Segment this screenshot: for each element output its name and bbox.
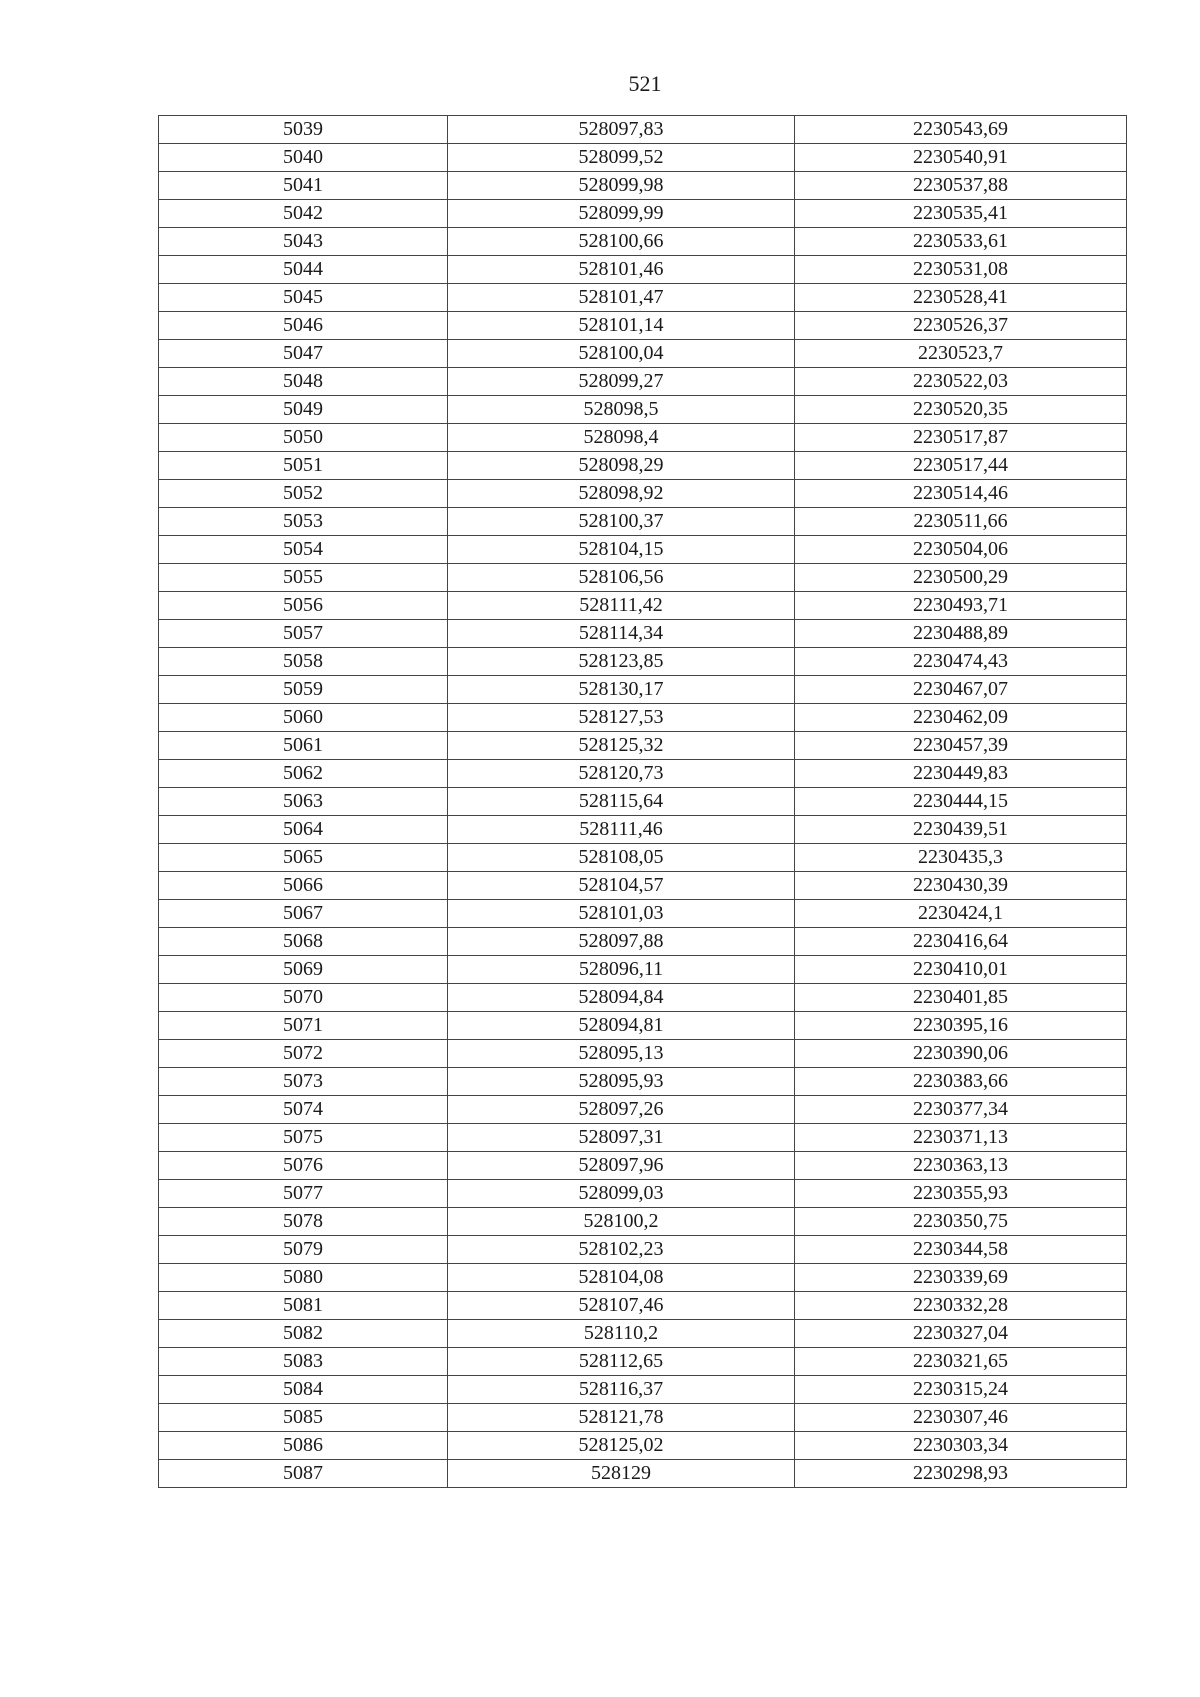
x-coordinate-cell: 528097,83 — [448, 116, 795, 144]
point-number-cell: 5070 — [159, 984, 448, 1012]
y-coordinate-cell: 2230540,91 — [795, 144, 1127, 172]
y-coordinate-cell: 2230537,88 — [795, 172, 1127, 200]
y-coordinate-cell: 2230493,71 — [795, 592, 1127, 620]
y-coordinate-cell: 2230504,06 — [795, 536, 1127, 564]
table-row — [159, 1012, 1127, 1040]
table-row — [159, 256, 1127, 284]
point-number-cell: 5061 — [159, 732, 448, 760]
x-coordinate-cell: 528097,31 — [448, 1124, 795, 1152]
x-coordinate-cell: 528100,2 — [448, 1208, 795, 1236]
y-coordinate-cell: 2230449,83 — [795, 760, 1127, 788]
point-number-cell: 5056 — [159, 592, 448, 620]
y-coordinate-cell: 2230462,09 — [795, 704, 1127, 732]
x-coordinate-cell: 528104,08 — [448, 1264, 795, 1292]
y-coordinate-cell: 2230344,58 — [795, 1236, 1127, 1264]
table-row — [159, 200, 1127, 228]
table-row — [159, 396, 1127, 424]
point-number-cell: 5057 — [159, 620, 448, 648]
x-coordinate-cell: 528101,03 — [448, 900, 795, 928]
point-number-cell: 5039 — [159, 116, 448, 144]
table-row — [159, 844, 1127, 872]
x-coordinate-cell: 528123,85 — [448, 648, 795, 676]
table-row — [159, 536, 1127, 564]
point-number-cell: 5076 — [159, 1152, 448, 1180]
y-coordinate-cell: 2230535,41 — [795, 200, 1127, 228]
point-number-cell: 5040 — [159, 144, 448, 172]
point-number-cell: 5043 — [159, 228, 448, 256]
point-number-cell: 5058 — [159, 648, 448, 676]
y-coordinate-cell: 2230457,39 — [795, 732, 1127, 760]
point-number-cell: 5055 — [159, 564, 448, 592]
y-coordinate-cell: 2230520,35 — [795, 396, 1127, 424]
x-coordinate-cell: 528095,93 — [448, 1068, 795, 1096]
y-coordinate-cell: 2230467,07 — [795, 676, 1127, 704]
table-row — [159, 116, 1127, 144]
table-row — [159, 676, 1127, 704]
table-row — [159, 732, 1127, 760]
x-coordinate-cell: 528100,66 — [448, 228, 795, 256]
y-coordinate-cell: 2230321,65 — [795, 1348, 1127, 1376]
x-coordinate-cell: 528094,81 — [448, 1012, 795, 1040]
x-coordinate-cell: 528096,11 — [448, 956, 795, 984]
table-row — [159, 984, 1127, 1012]
table-row — [159, 900, 1127, 928]
table-row — [159, 1180, 1127, 1208]
table-row — [159, 928, 1127, 956]
x-coordinate-cell: 528101,46 — [448, 256, 795, 284]
y-coordinate-cell: 2230522,03 — [795, 368, 1127, 396]
x-coordinate-cell: 528101,47 — [448, 284, 795, 312]
x-coordinate-cell: 528106,56 — [448, 564, 795, 592]
x-coordinate-cell: 528101,14 — [448, 312, 795, 340]
y-coordinate-cell: 2230350,75 — [795, 1208, 1127, 1236]
x-coordinate-cell: 528102,23 — [448, 1236, 795, 1264]
x-coordinate-cell: 528100,04 — [448, 340, 795, 368]
point-number-cell: 5079 — [159, 1236, 448, 1264]
y-coordinate-cell: 2230488,89 — [795, 620, 1127, 648]
x-coordinate-cell: 528108,05 — [448, 844, 795, 872]
page-number: 521 — [628, 71, 662, 96]
point-number-cell: 5065 — [159, 844, 448, 872]
point-number-cell: 5041 — [159, 172, 448, 200]
point-number-cell: 5059 — [159, 676, 448, 704]
point-number-cell: 5073 — [159, 1068, 448, 1096]
table-row — [159, 872, 1127, 900]
y-coordinate-cell: 2230514,46 — [795, 480, 1127, 508]
y-coordinate-cell: 2230533,61 — [795, 228, 1127, 256]
x-coordinate-cell: 528099,03 — [448, 1180, 795, 1208]
table-row — [159, 1292, 1127, 1320]
x-coordinate-cell: 528098,5 — [448, 396, 795, 424]
x-coordinate-cell: 528094,84 — [448, 984, 795, 1012]
y-coordinate-cell: 2230339,69 — [795, 1264, 1127, 1292]
table-row — [159, 1068, 1127, 1096]
table-row — [159, 564, 1127, 592]
point-number-cell: 5068 — [159, 928, 448, 956]
point-number-cell: 5067 — [159, 900, 448, 928]
point-number-cell: 5045 — [159, 284, 448, 312]
table-row — [159, 1348, 1127, 1376]
table-row — [159, 172, 1127, 200]
x-coordinate-cell: 528125,32 — [448, 732, 795, 760]
point-number-cell: 5074 — [159, 1096, 448, 1124]
point-number-cell: 5078 — [159, 1208, 448, 1236]
y-coordinate-cell: 2230523,7 — [795, 340, 1127, 368]
x-coordinate-cell: 528100,37 — [448, 508, 795, 536]
y-coordinate-cell: 2230355,93 — [795, 1180, 1127, 1208]
table-row — [159, 312, 1127, 340]
point-number-cell: 5066 — [159, 872, 448, 900]
x-coordinate-cell: 528129 — [448, 1460, 795, 1488]
x-coordinate-cell: 528099,27 — [448, 368, 795, 396]
table-row — [159, 452, 1127, 480]
x-coordinate-cell: 528107,46 — [448, 1292, 795, 1320]
table-row — [159, 1236, 1127, 1264]
y-coordinate-cell: 2230298,93 — [795, 1460, 1127, 1488]
x-coordinate-cell: 528111,42 — [448, 592, 795, 620]
point-number-cell: 5052 — [159, 480, 448, 508]
table-row — [159, 368, 1127, 396]
y-coordinate-cell: 2230430,39 — [795, 872, 1127, 900]
x-coordinate-cell: 528098,29 — [448, 452, 795, 480]
x-coordinate-cell: 528104,57 — [448, 872, 795, 900]
coordinates-table-body — [159, 116, 1127, 1488]
y-coordinate-cell: 2230303,34 — [795, 1432, 1127, 1460]
x-coordinate-cell: 528104,15 — [448, 536, 795, 564]
point-number-cell: 5080 — [159, 1264, 448, 1292]
table-row — [159, 816, 1127, 844]
x-coordinate-cell: 528127,53 — [448, 704, 795, 732]
point-number-cell: 5051 — [159, 452, 448, 480]
x-coordinate-cell: 528116,37 — [448, 1376, 795, 1404]
point-number-cell: 5069 — [159, 956, 448, 984]
table-row — [159, 788, 1127, 816]
table-row — [159, 592, 1127, 620]
x-coordinate-cell: 528097,88 — [448, 928, 795, 956]
point-number-cell: 5072 — [159, 1040, 448, 1068]
point-number-cell: 5086 — [159, 1432, 448, 1460]
y-coordinate-cell: 2230500,29 — [795, 564, 1127, 592]
x-coordinate-cell: 528110,2 — [448, 1320, 795, 1348]
x-coordinate-cell: 528099,98 — [448, 172, 795, 200]
y-coordinate-cell: 2230363,13 — [795, 1152, 1127, 1180]
x-coordinate-cell: 528112,65 — [448, 1348, 795, 1376]
y-coordinate-cell: 2230531,08 — [795, 256, 1127, 284]
y-coordinate-cell: 2230517,44 — [795, 452, 1127, 480]
y-coordinate-cell: 2230511,66 — [795, 508, 1127, 536]
x-coordinate-cell: 528120,73 — [448, 760, 795, 788]
y-coordinate-cell: 2230543,69 — [795, 116, 1127, 144]
point-number-cell: 5050 — [159, 424, 448, 452]
y-coordinate-cell: 2230526,37 — [795, 312, 1127, 340]
table-row — [159, 340, 1127, 368]
x-coordinate-cell: 528098,92 — [448, 480, 795, 508]
point-number-cell: 5084 — [159, 1376, 448, 1404]
x-coordinate-cell: 528099,52 — [448, 144, 795, 172]
point-number-cell: 5063 — [159, 788, 448, 816]
table-row — [159, 620, 1127, 648]
point-number-cell: 5075 — [159, 1124, 448, 1152]
y-coordinate-cell: 2230307,46 — [795, 1404, 1127, 1432]
point-number-cell: 5042 — [159, 200, 448, 228]
y-coordinate-cell: 2230528,41 — [795, 284, 1127, 312]
point-number-cell: 5046 — [159, 312, 448, 340]
y-coordinate-cell: 2230390,06 — [795, 1040, 1127, 1068]
table-row — [159, 956, 1127, 984]
table-row — [159, 228, 1127, 256]
x-coordinate-cell: 528114,34 — [448, 620, 795, 648]
table-row — [159, 1096, 1127, 1124]
point-number-cell: 5077 — [159, 1180, 448, 1208]
point-number-cell: 5081 — [159, 1292, 448, 1320]
y-coordinate-cell: 2230474,43 — [795, 648, 1127, 676]
y-coordinate-cell: 2230435,3 — [795, 844, 1127, 872]
table-row — [159, 760, 1127, 788]
table-row — [159, 1208, 1127, 1236]
table-row — [159, 1376, 1127, 1404]
table-row — [159, 508, 1127, 536]
x-coordinate-cell: 528115,64 — [448, 788, 795, 816]
table-row — [159, 1460, 1127, 1488]
y-coordinate-cell: 2230517,87 — [795, 424, 1127, 452]
point-number-cell: 5087 — [159, 1460, 448, 1488]
table-row — [159, 144, 1127, 172]
x-coordinate-cell: 528098,4 — [448, 424, 795, 452]
table-row — [159, 1432, 1127, 1460]
coordinates-table — [158, 115, 1127, 1488]
table-row — [159, 1040, 1127, 1068]
point-number-cell: 5062 — [159, 760, 448, 788]
point-number-cell: 5054 — [159, 536, 448, 564]
point-number-cell: 5049 — [159, 396, 448, 424]
y-coordinate-cell: 2230327,04 — [795, 1320, 1127, 1348]
table-row — [159, 480, 1127, 508]
point-number-cell: 5048 — [159, 368, 448, 396]
table-row — [159, 1124, 1127, 1152]
table-row — [159, 1264, 1127, 1292]
y-coordinate-cell: 2230377,34 — [795, 1096, 1127, 1124]
y-coordinate-cell: 2230315,24 — [795, 1376, 1127, 1404]
x-coordinate-cell: 528097,26 — [448, 1096, 795, 1124]
point-number-cell: 5053 — [159, 508, 448, 536]
x-coordinate-cell: 528111,46 — [448, 816, 795, 844]
x-coordinate-cell: 528099,99 — [448, 200, 795, 228]
point-number-cell: 5044 — [159, 256, 448, 284]
y-coordinate-cell: 2230395,16 — [795, 1012, 1127, 1040]
table-row — [159, 704, 1127, 732]
point-number-cell: 5082 — [159, 1320, 448, 1348]
table-row — [159, 284, 1127, 312]
y-coordinate-cell: 2230371,13 — [795, 1124, 1127, 1152]
table-row — [159, 1320, 1127, 1348]
x-coordinate-cell: 528130,17 — [448, 676, 795, 704]
y-coordinate-cell: 2230439,51 — [795, 816, 1127, 844]
table-row — [159, 648, 1127, 676]
point-number-cell: 5064 — [159, 816, 448, 844]
x-coordinate-cell: 528097,96 — [448, 1152, 795, 1180]
table-row — [159, 1152, 1127, 1180]
y-coordinate-cell: 2230383,66 — [795, 1068, 1127, 1096]
y-coordinate-cell: 2230424,1 — [795, 900, 1127, 928]
point-number-cell: 5083 — [159, 1348, 448, 1376]
table-row — [159, 1404, 1127, 1432]
y-coordinate-cell: 2230401,85 — [795, 984, 1127, 1012]
point-number-cell: 5047 — [159, 340, 448, 368]
x-coordinate-cell: 528121,78 — [448, 1404, 795, 1432]
point-number-cell: 5071 — [159, 1012, 448, 1040]
table-row — [159, 424, 1127, 452]
y-coordinate-cell: 2230410,01 — [795, 956, 1127, 984]
x-coordinate-cell: 528095,13 — [448, 1040, 795, 1068]
point-number-cell: 5085 — [159, 1404, 448, 1432]
y-coordinate-cell: 2230444,15 — [795, 788, 1127, 816]
y-coordinate-cell: 2230416,64 — [795, 928, 1127, 956]
y-coordinate-cell: 2230332,28 — [795, 1292, 1127, 1320]
x-coordinate-cell: 528125,02 — [448, 1432, 795, 1460]
point-number-cell: 5060 — [159, 704, 448, 732]
